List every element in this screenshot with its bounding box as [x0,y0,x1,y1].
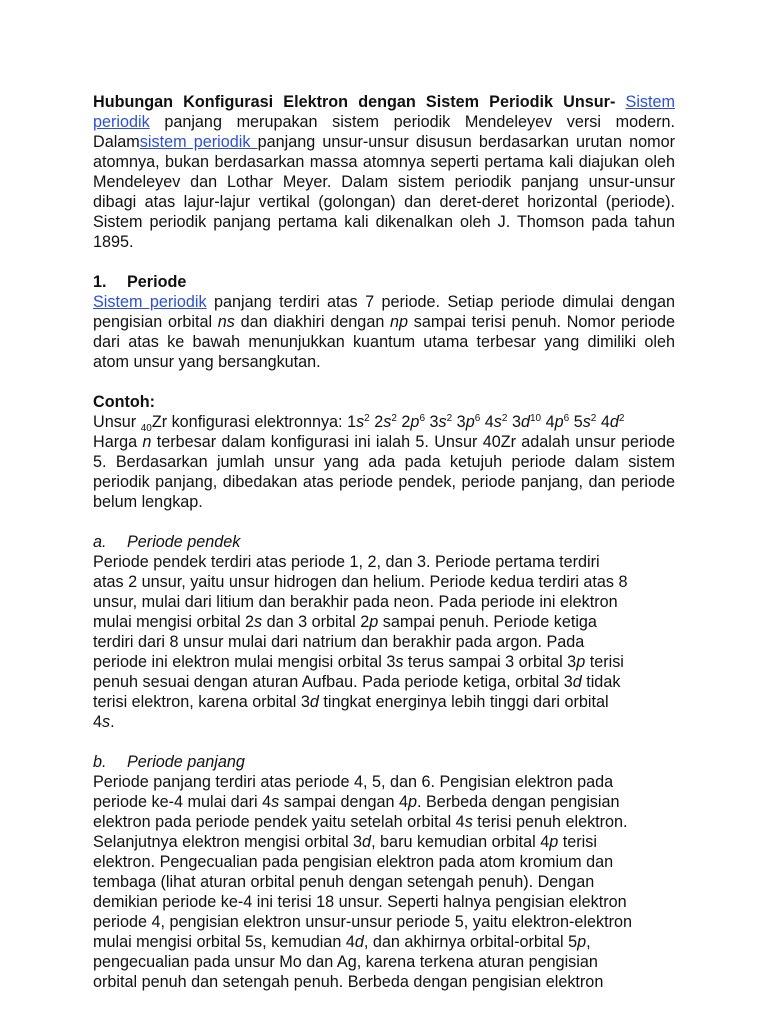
pendek-line: terdiri dari 8 unsur mulai dari natrium dan berakhir pada argon. Pada [93,633,585,651]
contoh-config-line [93,412,675,435]
subsection-letter: b. [93,753,107,771]
contoh-unsur: Unsur [93,413,141,431]
section-heading-periode [93,272,675,292]
periode-text-1: panjang terdiri atas 7 periode. Setiap periode dimulai dengan pengisian orbital [93,293,675,331]
pendek-line: unsur, mulai dari litium dan berakhir pada neon. Pada periode ini elektron [93,593,618,611]
panjang-line: mulai mengisi orbital 5s, kemudian 4d, dan akhirnya orbital-orbital 5p, [93,933,591,951]
pendek-line: 4s. [93,713,115,731]
subsection-title: Periode panjang [127,753,245,771]
panjang-line: Selanjutnya elektron mengisi orbital 3d, baru kemudian orbital 4p terisi [93,833,597,851]
intro-paragraph [93,92,675,252]
n-term: n [142,433,152,451]
panjang-paragraph [93,772,675,992]
panjang-line: periode ke-4 mulai dari 4s sampai dengan 4p. Berbeda dengan pengisian [93,793,620,811]
np-term: np [390,313,409,331]
pendek-line: atas 2 unsur, yaitu unsur hidrogen dan helium. Periode kedua terdiri atas 8 [93,573,628,591]
panjang-line: tembaga (lihat aturan orbital penuh dengan setengah penuh). Dengan [93,873,595,891]
pendek-line: penuh sesuai dengan aturan Aufbau. Pada periode ketiga, orbital 3d tidak [93,673,621,691]
panjang-line: elektron pada periode pendek yaitu setelah orbital 4s terisi penuh elektron. [93,813,628,831]
contoh-zr-text: Zr konfigurasi elektronnya: [151,413,348,431]
subsection-letter: a. [93,533,107,551]
panjang-line: Periode panjang terdiri atas periode 4, 5, dan 6. Pengisian elektron pada [93,773,614,791]
periode-paragraph [93,292,675,372]
panjang-line: pengecualian pada unsur Mo dan Ag, karena terkena aturan pengisian [93,953,598,971]
pendek-line: terisi elektron, karena orbital 3d tingkat energinya lebih tinggi dari orbital [93,693,609,711]
pendek-line: Periode pendek terdiri atas periode 1, 2, dan 3. Periode pertama terdiri [93,553,600,571]
pendek-line: periode ini elektron mulai mengisi orbital 3s terus sampai 3 orbital 3p terisi [93,653,624,671]
atomic-number: 40 [140,423,152,435]
contoh-harga: Harga [93,433,143,451]
panjang-line: elektron. Pengecualian pada pengisian elektron pada atom kromium dan [93,853,614,871]
panjang-line: periode 4, pengisian elektron unsur-unsur periode 5, yaitu elektron-elektron [93,913,633,931]
contoh-paragraph [93,432,675,512]
ns-term: ns [217,313,235,331]
electron-configuration: $1s^2$ $2s^2$ $2p^6$ $3s^2$ $3p^6$ $4s^2$ $3d^{10}$ $4p^6$ $5s^2$ $4d^2$ [347,412,625,431]
intro-text-2: panjang unsur-unsur disusun berdasarkan urutan nomor atomnya, bukan berdasarkan massa atomnya seperti pertama kali diajukan oleh Mendeleyev dan Lothar Meyer. Dalam sistem periodik panjang unsur-unsur dibagi atas lajur-lajur vertikal (golongan) dan deret-deret horizontal (periode). Sistem periodik panjang pertama kali dikenalkan oleh J. Thomson pada tahun 1895. [93,133,676,251]
section-title: Periode [127,273,187,291]
periode-text-2: dan diakhiri dengan [234,313,391,331]
pendek-line: mulai mengisi orbital 2s dan 3 orbital 2p sampai penuh. Periode ketiga [93,613,597,631]
subsection-heading-pendek [93,532,675,552]
pendek-paragraph [93,552,675,732]
panjang-line: demikian periode ke-4 ini terisi 18 unsur. Seperti halnya pengisian elektron [93,893,627,911]
section-number: 1. [93,273,107,291]
intro-text-1: panjang merupakan sistem periodik Mendeleyev versi modern. Dalam [93,113,675,151]
sistem-periodik-link-2[interactable]: sistem periodik [139,133,258,151]
panjang-line: orbital penuh dan setengah penuh. Berbeda dengan pengisian elektron [93,973,604,991]
sistem-periodik-link-3[interactable]: Sistem periodik [93,293,207,311]
sistem-periodik-link-1[interactable]: Sistem periodik [93,93,675,131]
contoh-rest: terbesar dalam konfigurasi ini ialah 5. Unsur 40Zr adalah unsur periode 5. Berdasarkan jumlah unsur yang ada pada ketujuh periode dalam sistem periodik panjang, dibedakan atas periode pendek, periode panjang, dan periode belum lengkap. [93,433,675,511]
subsection-title: Periode pendek [127,533,241,551]
periode-text-3: sampai terisi penuh. Nomor periode dari atas ke bawah menunjukkan kuantum utama terbesar yang dimiliki oleh atom unsur yang bersangkutan. [93,313,675,371]
subsection-heading-panjang [93,752,675,772]
document-title: Hubungan Konfigurasi Elektron dengan Sistem Periodik Unsur- [93,93,616,111]
contoh-heading: Contoh: [93,393,156,411]
document-page [93,92,675,992]
